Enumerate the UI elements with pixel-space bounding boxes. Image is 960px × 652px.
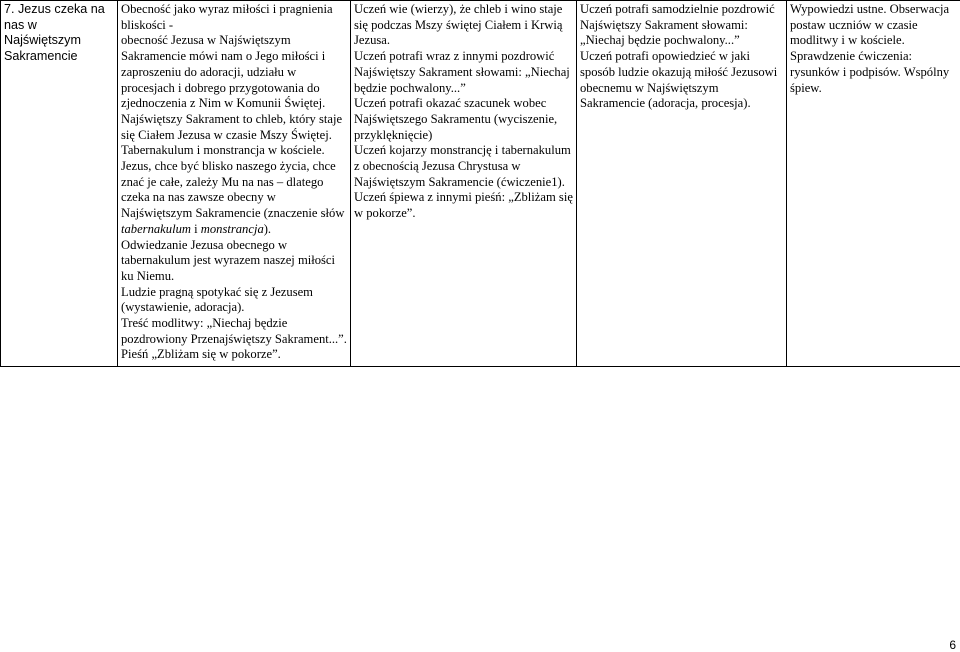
content-text: i (190, 221, 201, 236)
topic-title: 7. Jezus czeka na nas w Najświętszym Sakramencie (4, 2, 105, 64)
content-paragraph: Treść modlitwy: „Niechaj będzie pozdrowiony Przenajświętszy Sakrament...”. (121, 316, 347, 346)
assessment-item: Wypowiedzi ustne. Obserwacja postaw uczniów w czasie modlitwy i w kościele. (790, 2, 950, 48)
assessment-cell (787, 1, 960, 367)
content-text: Jezus, chce być blisko naszego życia, chce znać je całe, zależy Mu na nas – dlatego czeka na nas zawsze obecny w Najświętszym Sakramencie (znaczenie słów (121, 159, 345, 221)
topic-cell (1, 1, 118, 367)
skills-cell (577, 1, 787, 367)
assessment-item: Sprawdzenie ćwiczenia: rysunków i podpisów. Wspólny śpiew. (790, 49, 950, 95)
content-paragraph: Odwiedzanie Jezusa obecnego w tabernakulum jest wyrazem naszej miłości ku Niemu. (121, 237, 336, 283)
term-monstrancja: monstrancja (200, 221, 264, 236)
content-paragraph: obecność Jezusa w Najświętszym Sakramencie mówi nam o Jego miłości i zaproszeniu do adoracji, udziału w procesjach i dobrego przygotowania do zjednoczenia z Nim w Komunii Świętej. (121, 33, 326, 111)
content-paragraph: Najświętszy Sakrament to chleb, który staje się Ciałem Jezusa w czasie Mszy Świętej. Tabernakulum i monstrancja w kościele. (121, 111, 343, 158)
knowledge-cell (351, 1, 577, 367)
knowledge-item: Uczeń wie (wierzy), że chleb i wino staje się podczas Mszy świętej Ciałem i Krwią Jezusa. (354, 2, 563, 48)
knowledge-item: Uczeń potrafi wraz z innymi pozdrowić Najświętszy Sakrament słowami: „Niechaj będzie pochwalony...” (354, 49, 570, 95)
content-paragraph: Ludzie pragną spotykać się z Jezusem (wystawienie, adoracja). (121, 284, 313, 315)
skills-item: Uczeń potrafi opowiedzieć w jaki sposób ludzie okazują miłość Jezusowi obecnemu w Najświętszym Sakramencie (adoracja, procesja). (580, 49, 778, 111)
knowledge-item: Uczeń potrafi okazać szacunek wobec Najświętszego Sakramentu (wyciszenie, przyklęknięcie) (354, 96, 558, 142)
content-paragraph: Pieśń „Zbliżam się w pokorze”. (121, 347, 281, 362)
content-intro: Obecność jako wyraz miłości i pragnienia bliskości - (121, 2, 333, 32)
term-tabernakulum: tabernakulum (121, 221, 191, 236)
content-paragraph (121, 159, 348, 238)
table-row (1, 1, 960, 367)
content-cell (118, 1, 351, 367)
skills-item: Uczeń potrafi samodzielnie pozdrowić Najświętszy Sakrament słowami: „Niechaj będzie pochwalony...” (580, 2, 775, 48)
content-text: ). (263, 221, 272, 236)
page-number: 6 (949, 638, 956, 652)
knowledge-item: Uczeń śpiewa z innymi pieśń: „Zbliżam się w pokorze”. (354, 190, 573, 221)
knowledge-item: Uczeń kojarzy monstrancję i tabernakulum z obecnością Jezusa Chrystusa w Najświętszym Sakramencie (ćwiczenie1). (354, 143, 571, 189)
